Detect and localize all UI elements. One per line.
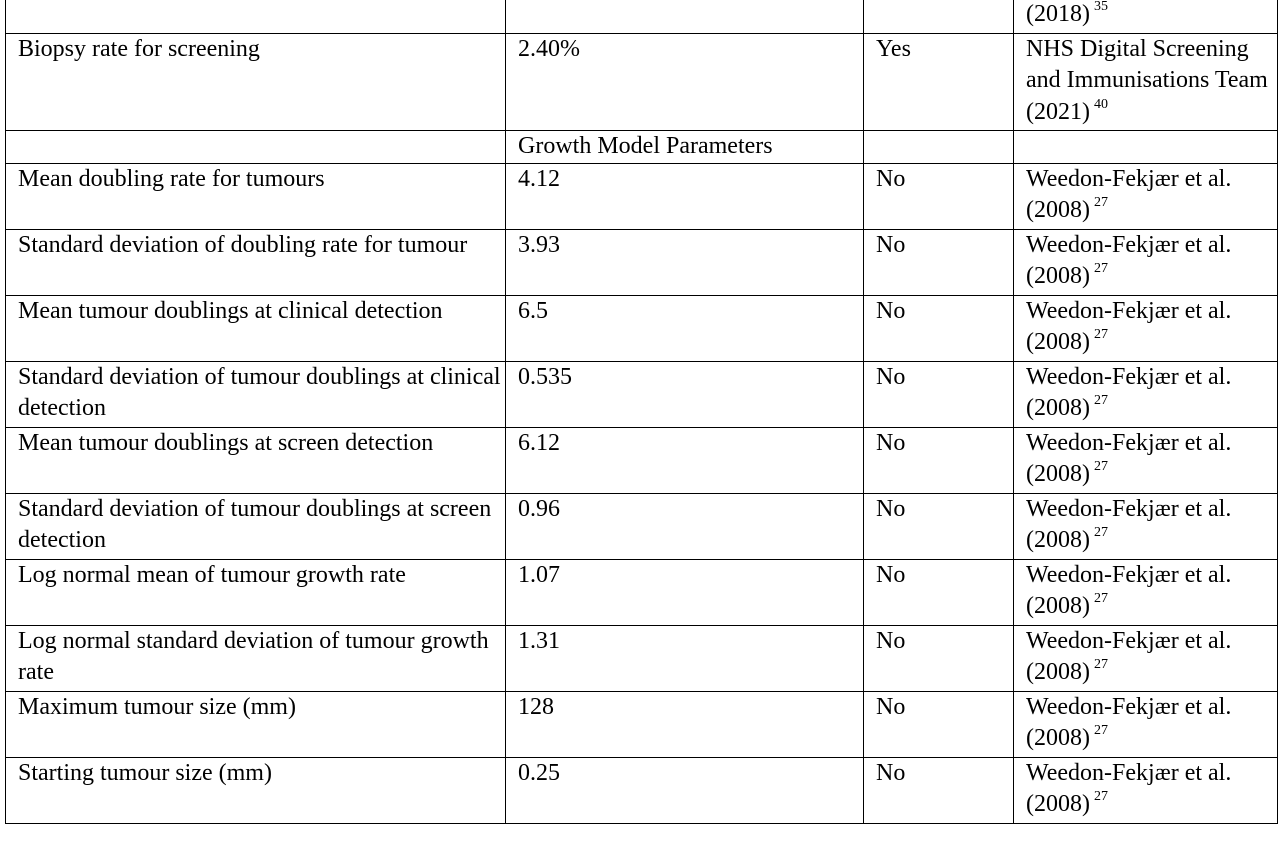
value-cell: 1.07 bbox=[506, 559, 864, 625]
flag-cell: No bbox=[864, 427, 1014, 493]
table-row bbox=[6, 163, 1278, 229]
parameter-cell: Mean tumour doublings at screen detection bbox=[6, 427, 506, 493]
source-cell bbox=[1014, 0, 1278, 33]
source-text: Weedon-Fekjær et al. (2008) bbox=[1026, 297, 1232, 355]
flag-cell: No bbox=[864, 559, 1014, 625]
reference-number: 27 bbox=[1093, 195, 1108, 210]
source-text: (2018) bbox=[1026, 1, 1090, 27]
reference-number: 27 bbox=[1093, 327, 1108, 342]
value-cell: 0.25 bbox=[506, 757, 864, 823]
value-cell: 1.31 bbox=[506, 625, 864, 691]
parameter-cell: Maximum tumour size (mm) bbox=[6, 691, 506, 757]
flag-cell: No bbox=[864, 493, 1014, 559]
parameter-cell: Log normal standard deviation of tumour growth rate bbox=[6, 625, 506, 691]
parameter-cell: Mean doubling rate for tumours bbox=[6, 163, 506, 229]
value-cell: 0.96 bbox=[506, 493, 864, 559]
source-text: Weedon-Fekjær et al. (2008) bbox=[1026, 495, 1232, 553]
value-cell: 128 bbox=[506, 691, 864, 757]
source-text: Weedon-Fekjær et al. (2008) bbox=[1026, 363, 1232, 421]
source-cell bbox=[1014, 361, 1278, 427]
flag-cell bbox=[864, 131, 1014, 164]
value-cell: 6.5 bbox=[506, 295, 864, 361]
source-text: Weedon-Fekjær et al. (2008) bbox=[1026, 759, 1232, 817]
reference-number: 35 bbox=[1093, 0, 1108, 14]
table-row bbox=[6, 427, 1278, 493]
source-text: Weedon-Fekjær et al. (2008) bbox=[1026, 693, 1232, 751]
flag-cell: No bbox=[864, 229, 1014, 295]
source-cell bbox=[1014, 493, 1278, 559]
parameter-cell: Mean tumour doublings at clinical detection bbox=[6, 295, 506, 361]
reference-number: 27 bbox=[1093, 459, 1108, 474]
source-cell bbox=[1014, 427, 1278, 493]
reference-number: 27 bbox=[1093, 723, 1108, 738]
flag-cell: No bbox=[864, 361, 1014, 427]
source-cell bbox=[1014, 625, 1278, 691]
flag-cell: Yes bbox=[864, 33, 1014, 131]
parameter-cell: Standard deviation of doubling rate for tumour bbox=[6, 229, 506, 295]
value-cell bbox=[506, 0, 864, 33]
parameter-cell: Standard deviation of tumour doublings at screen detection bbox=[6, 493, 506, 559]
source-cell bbox=[1014, 295, 1278, 361]
reference-number: 27 bbox=[1093, 261, 1108, 276]
value-cell: 3.93 bbox=[506, 229, 864, 295]
source-cell bbox=[1014, 757, 1278, 823]
table-row bbox=[6, 493, 1278, 559]
source-cell bbox=[1014, 691, 1278, 757]
table-row bbox=[6, 691, 1278, 757]
parameter-cell: Log normal mean of tumour growth rate bbox=[6, 559, 506, 625]
source-text: Weedon-Fekjær et al. (2008) bbox=[1026, 429, 1232, 487]
table-row bbox=[6, 559, 1278, 625]
flag-cell: No bbox=[864, 757, 1014, 823]
table-row bbox=[6, 625, 1278, 691]
source-text: Weedon-Fekjær et al. (2008) bbox=[1026, 231, 1232, 289]
reference-number: 27 bbox=[1093, 393, 1108, 408]
source-cell bbox=[1014, 131, 1278, 164]
flag-cell: No bbox=[864, 295, 1014, 361]
source-text: Weedon-Fekjær et al. (2008) bbox=[1026, 561, 1232, 619]
source-cell bbox=[1014, 229, 1278, 295]
reference-number: 27 bbox=[1093, 591, 1108, 606]
section-header-row bbox=[6, 131, 1278, 164]
flag-cell: No bbox=[864, 163, 1014, 229]
source-cell bbox=[1014, 33, 1278, 131]
parameter-cell: Standard deviation of tumour doublings at clinical detection bbox=[6, 361, 506, 427]
section-header: Growth Model Parameters bbox=[506, 131, 864, 164]
value-cell: 0.535 bbox=[506, 361, 864, 427]
value-cell: 2.40% bbox=[506, 33, 864, 131]
parameter-cell: Biopsy rate for screening bbox=[6, 33, 506, 131]
parameter-cell: Starting tumour size (mm) bbox=[6, 757, 506, 823]
source-text: Weedon-Fekjær et al. (2008) bbox=[1026, 627, 1232, 685]
flag-cell bbox=[864, 0, 1014, 33]
table-body bbox=[6, 0, 1278, 823]
flag-cell: No bbox=[864, 691, 1014, 757]
reference-number: 40 bbox=[1093, 96, 1108, 112]
source-cell bbox=[1014, 559, 1278, 625]
reference-number: 27 bbox=[1093, 789, 1108, 804]
table-row bbox=[6, 295, 1278, 361]
table-row-continued bbox=[6, 0, 1278, 33]
flag-cell: No bbox=[864, 625, 1014, 691]
parameter-cell bbox=[6, 131, 506, 164]
source-cell bbox=[1014, 163, 1278, 229]
source-text: NHS Digital Screening and Immunisations Team (2021) bbox=[1026, 35, 1268, 125]
table-row bbox=[6, 361, 1278, 427]
table-row bbox=[6, 757, 1278, 823]
reference-number: 27 bbox=[1093, 657, 1108, 672]
source-text: Weedon-Fekjær et al. (2008) bbox=[1026, 165, 1232, 223]
parameters-table bbox=[5, 0, 1278, 824]
reference-number: 27 bbox=[1093, 525, 1108, 540]
table-row bbox=[6, 229, 1278, 295]
parameter-cell bbox=[6, 0, 506, 33]
value-cell: 6.12 bbox=[506, 427, 864, 493]
value-cell: 4.12 bbox=[506, 163, 864, 229]
table-row-biopsy bbox=[6, 33, 1278, 131]
